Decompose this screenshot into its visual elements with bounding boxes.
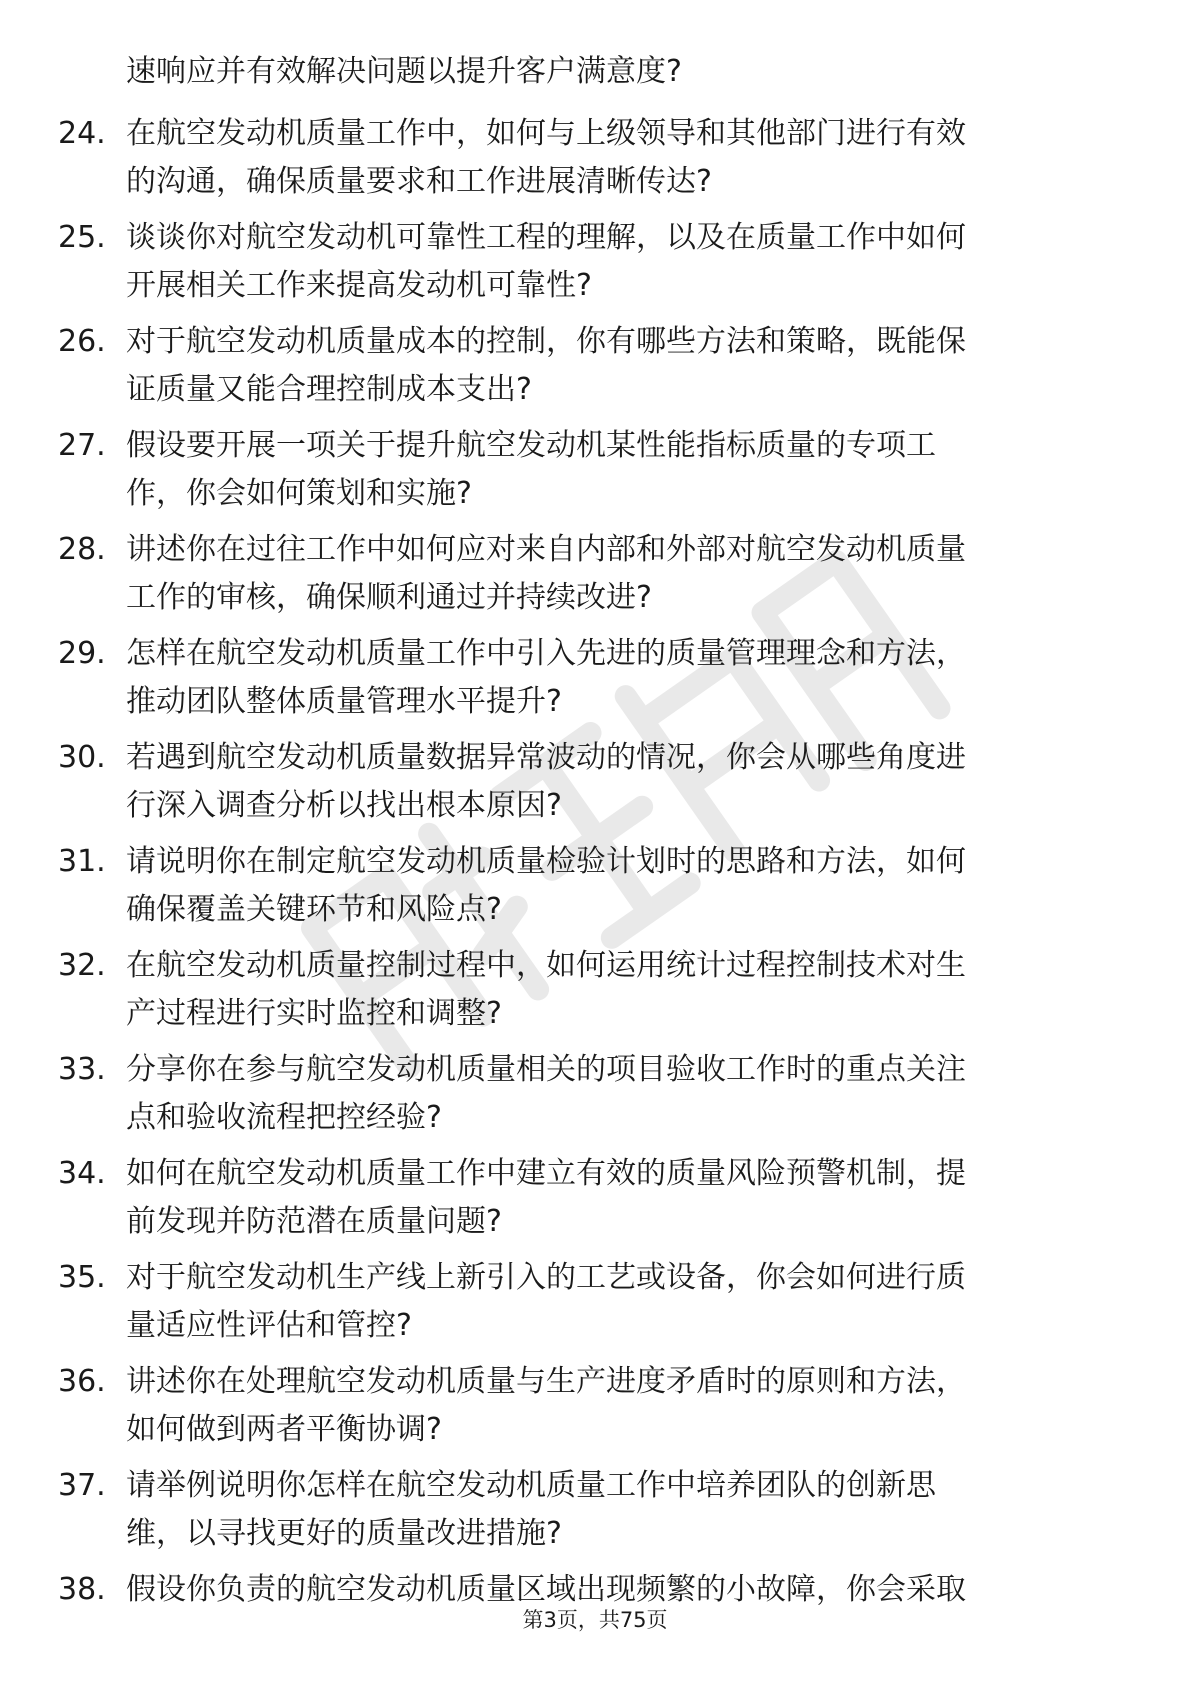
question-number: 24. xyxy=(58,116,106,151)
question-item xyxy=(0,1462,1190,1566)
question-item xyxy=(0,318,1190,422)
question-text: 假设要开展一项关于提升航空发动机某性能指标质量的专项工 作，你会如何策划和实施? xyxy=(126,428,936,511)
question-number: 36. xyxy=(58,1364,106,1399)
question-number: 28. xyxy=(58,532,106,567)
question-text: 对于航空发动机生产线上新引入的工艺或设备，你会如何进行质 量适应性评估和管控? xyxy=(126,1260,966,1343)
question-item xyxy=(0,838,1190,942)
question-text: 在航空发动机质量工作中，如何与上级领导和其他部门进行有效 的沟通，确保质量要求和工作进展清晰传达? xyxy=(126,116,966,199)
question-text: 讲述你在处理航空发动机质量与生产进度矛盾时的原则和方法， 如何做到两者平衡协调? xyxy=(126,1364,966,1447)
question-number: 38. xyxy=(58,1572,106,1607)
question-number: 33. xyxy=(58,1052,106,1087)
question-text: 如何在航空发动机质量工作中建立有效的质量风险预警机制，提 前发现并防范潜在质量问题? xyxy=(126,1156,966,1239)
question-number: 31. xyxy=(58,844,106,879)
question-text: 请举例说明你怎样在航空发动机质量工作中培养团队的创新思 维，以寻找更好的质量改进措施? xyxy=(126,1468,936,1551)
question-text: 怎样在航空发动机质量工作中引入先进的质量管理理念和方法， 推动团队整体质量管理水平提升? xyxy=(126,636,966,719)
question-number: 35. xyxy=(58,1260,106,1295)
question-text: 分享你在参与航空发动机质量相关的项目验收工作时的重点关注 点和验收流程把控经验? xyxy=(126,1052,966,1135)
question-item xyxy=(0,526,1190,630)
question-number: 37. xyxy=(58,1468,106,1503)
question-text: 若遇到航空发动机质量数据异常波动的情况，你会从哪些角度进 行深入调查分析以找出根本原因? xyxy=(126,740,966,823)
question-text: 谈谈你对航空发动机可靠性工程的理解，以及在质量工作中如何 开展相关工作来提高发动机可靠性? xyxy=(126,220,966,303)
question-item xyxy=(0,1150,1190,1254)
question-text: 对于航空发动机质量成本的控制，你有哪些方法和策略，既能保 证质量又能合理控制成本支出? xyxy=(126,324,966,407)
question-number: 32. xyxy=(58,948,106,983)
question-item xyxy=(0,630,1190,734)
question-item xyxy=(0,110,1190,214)
question-number: 29. xyxy=(58,636,106,671)
question-text: 在航空发动机质量控制过程中，如何运用统计过程控制技术对生 产过程进行实时监控和调整? xyxy=(126,948,966,1031)
question-text: 请说明你在制定航空发动机质量检验计划时的思路和方法，如何 确保覆盖关键环节和风险点? xyxy=(126,844,966,927)
question-number: 34. xyxy=(58,1156,106,1191)
question-number: 27. xyxy=(58,428,106,463)
question-item xyxy=(0,422,1190,526)
question-item xyxy=(0,942,1190,1046)
question-text: 讲述你在过往工作中如何应对来自内部和外部对航空发动机质量 工作的审核，确保顺利通过并持续改进? xyxy=(126,532,966,615)
question-list xyxy=(0,110,1190,1670)
question-item xyxy=(0,214,1190,318)
question-item xyxy=(0,1046,1190,1150)
question-item xyxy=(0,1358,1190,1462)
question-number: 25. xyxy=(58,220,106,255)
question-number: 26. xyxy=(58,324,106,359)
question-item xyxy=(0,734,1190,838)
question-text: 假设你负责的航空发动机质量区域出现频繁的小故障，你会采取 xyxy=(126,1572,966,1607)
page-footer: 第3页，共75页 xyxy=(522,1608,668,1632)
continuation-text: 速响应并有效解决问题以提升客户满意度? xyxy=(126,54,682,89)
question-number: 30. xyxy=(58,740,106,775)
question-item xyxy=(0,1254,1190,1358)
